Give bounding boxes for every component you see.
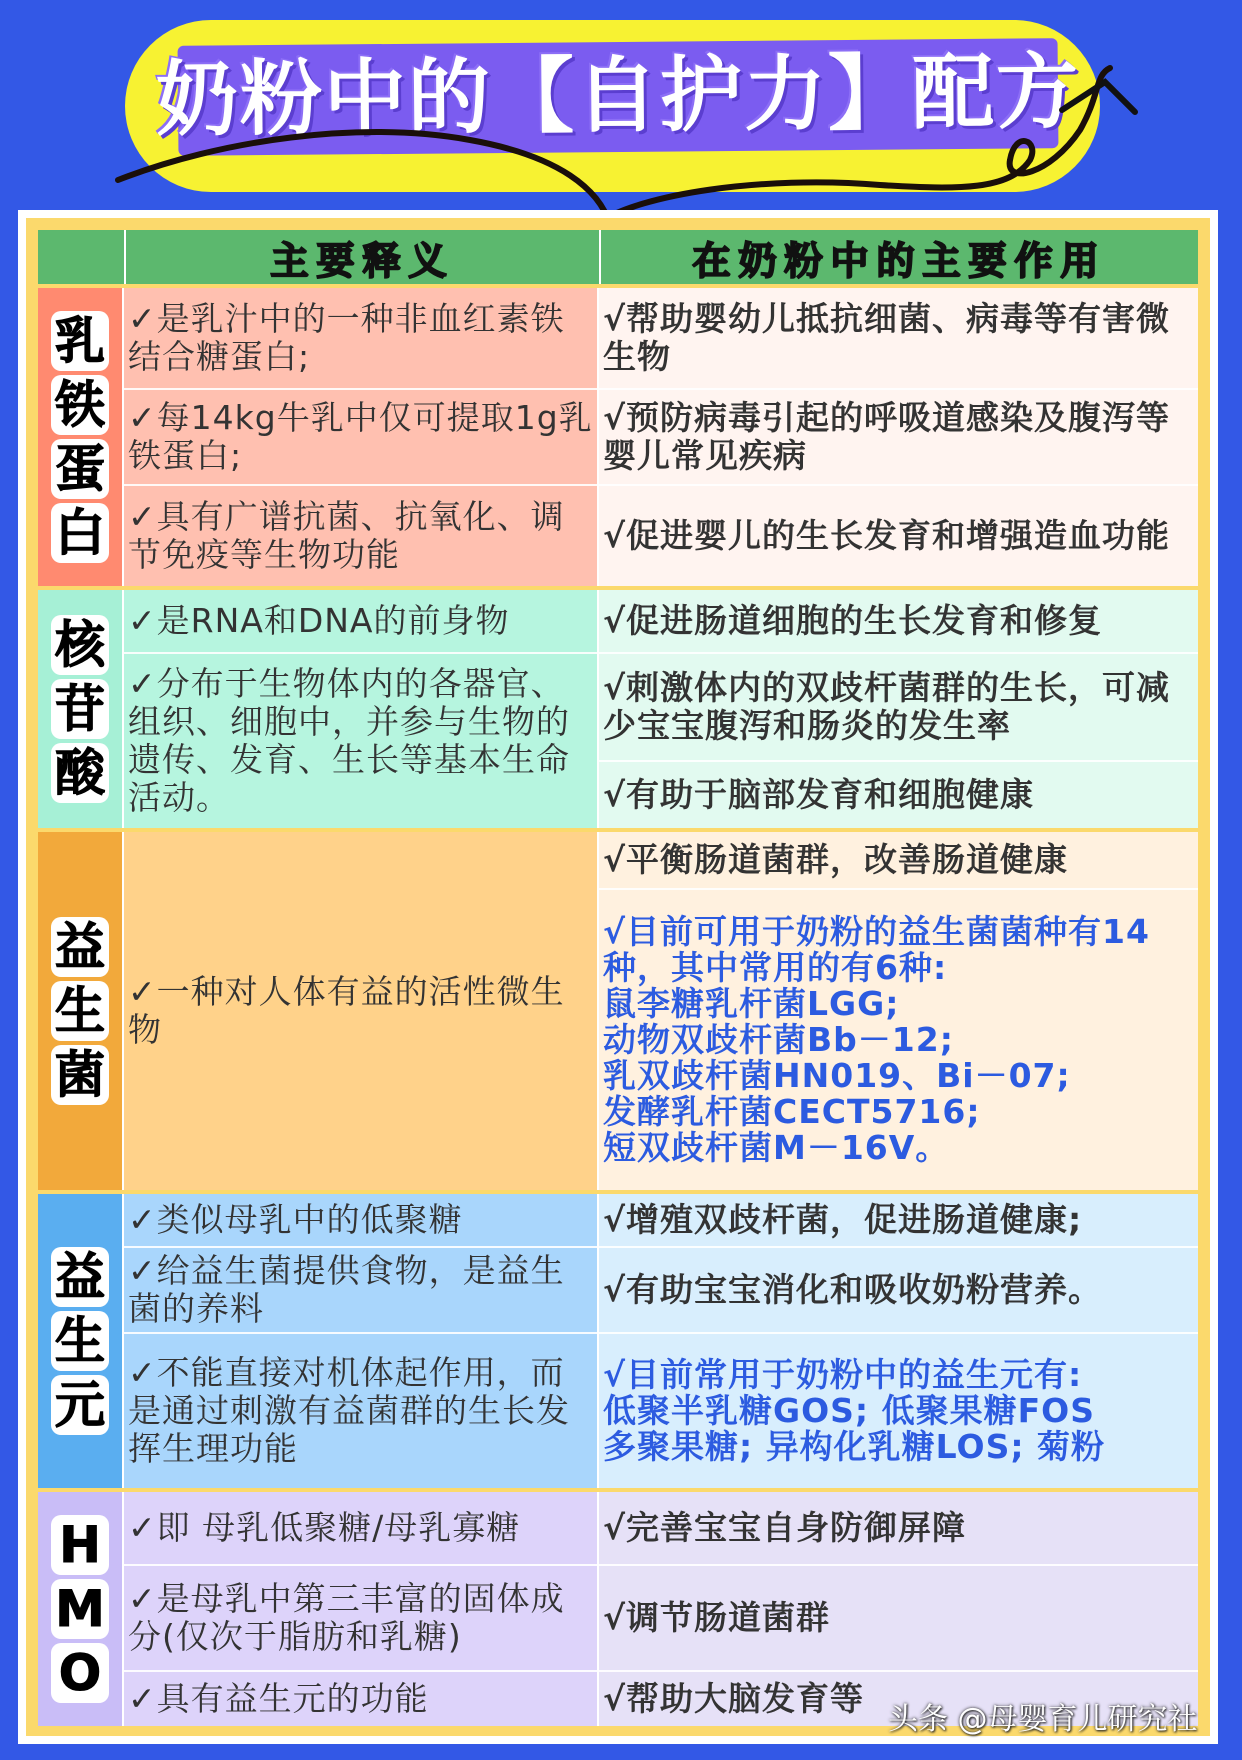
definition-cell: ✓是RNA和DNA的前身物	[128, 601, 510, 640]
function-column	[599, 1492, 1198, 1726]
definition-cell: ✓分布于生物体内的各器官、组织、细胞中，并参与生物的遗传、发育、生长等基本生命活动。	[124, 652, 597, 828]
function-cell: √促进肠道细胞的生长发育和修复	[603, 601, 1103, 640]
function-column	[599, 1194, 1198, 1488]
header-label-cell	[38, 230, 124, 285]
definition-cell: ✓即 母乳低聚糖/母乳寡糖	[128, 1508, 521, 1547]
function-cell: √有助宝宝消化和吸收奶粉营养。	[599, 1246, 1198, 1332]
definition-cell: ✓每14kg牛乳中仅可提取1g乳铁蛋白;	[124, 388, 597, 484]
page-title: 奶粉中的【自护力】配方	[155, 44, 1081, 149]
function-cell: √增殖双歧杆菌，促进肠道健康;	[603, 1200, 1083, 1239]
definition-cell: ✓一种对人体有益的活性微生物	[128, 972, 565, 1049]
group-lactoferrin	[38, 284, 1198, 586]
group-label-hmo: H M O	[38, 1492, 124, 1726]
content-panel	[18, 210, 1218, 1744]
definition-column	[124, 1194, 599, 1488]
group-label-prebiotic: 益 生 元	[38, 1194, 124, 1488]
prebiotic-types-cell: √目前常用于奶粉中的益生元有: 低聚半乳糖GOS; 低聚果糖FOS 多聚果糖; 异构化乳糖LOS; 菊粉	[599, 1332, 1198, 1488]
definition-column	[124, 832, 599, 1190]
watermark: 头条 @母婴育儿研究社	[888, 1702, 1198, 1737]
panel-frame	[26, 218, 1210, 1736]
function-cell: √刺激体内的双歧杆菌群的生长，可减少宝宝腹泻和肠炎的发生率	[599, 652, 1198, 760]
definition-cell: ✓不能直接对机体起作用，而是通过刺激有益菌群的生长发挥生理功能	[124, 1332, 597, 1488]
header-function: 在奶粉中的主要作用	[599, 230, 1198, 285]
header-definition: 主要释义	[124, 230, 599, 285]
nutrient-table	[38, 230, 1198, 1726]
definition-cell: ✓给益生菌提供食物，是益生菌的养料	[124, 1246, 597, 1332]
group-nucleotide	[38, 586, 1198, 828]
probiotic-strains-cell: √目前可用于奶粉的益生菌菌种有14种，其中常用的有6种: 鼠李糖乳杆菌LGG; 动物双歧杆菌Bb－12; 乳双歧杆菌HN019、Bi－07; 发酵乳杆菌CECT5716; 短双歧杆菌M－16V。	[599, 888, 1198, 1190]
definition-cell: ✓是乳汁中的一种非血红素铁结合糖蛋白;	[128, 299, 565, 376]
definition-column	[124, 1492, 599, 1726]
definition-cell: ✓具有广谱抗菌、抗氧化、调节免疫等生物功能	[124, 484, 597, 586]
function-column	[599, 832, 1198, 1190]
group-label-probiotic: 益 生 菌	[38, 832, 124, 1190]
definition-column	[124, 590, 599, 828]
function-cell: √帮助婴幼儿抵抗细菌、病毒等有害微生物	[603, 299, 1171, 376]
group-label-lactoferrin: 乳 铁 蛋 白	[38, 288, 124, 586]
title-box	[155, 38, 1081, 156]
function-cell: √预防病毒引起的呼吸道感染及腹泻等婴儿常见疾病	[599, 388, 1198, 484]
function-cell: √调节肠道菌群	[599, 1564, 1198, 1670]
group-hmo	[38, 1488, 1198, 1726]
function-column	[599, 590, 1198, 828]
function-cell: √有助于脑部发育和细胞健康	[599, 760, 1198, 828]
group-prebiotic	[38, 1190, 1198, 1488]
function-cell: √完善宝宝自身防御屏障	[603, 1508, 967, 1547]
table-header	[38, 230, 1198, 284]
definition-cell: ✓是母乳中第三丰富的固体成分(仅次于脂肪和乳糖)	[124, 1564, 597, 1670]
function-column	[599, 288, 1198, 586]
function-cell: √促进婴儿的生长发育和增强造血功能	[599, 484, 1198, 586]
definition-cell: ✓具有益生元的功能	[124, 1670, 597, 1726]
definition-cell: ✓类似母乳中的低聚糖	[128, 1200, 463, 1239]
group-label-nucleotide: 核 苷 酸	[38, 590, 124, 828]
function-cell: √平衡肠道菌群，改善肠道健康	[603, 840, 1069, 879]
definition-column	[124, 288, 599, 586]
group-probiotic	[38, 828, 1198, 1190]
function-cell: √帮助大脑发育等	[599, 1670, 1198, 1726]
